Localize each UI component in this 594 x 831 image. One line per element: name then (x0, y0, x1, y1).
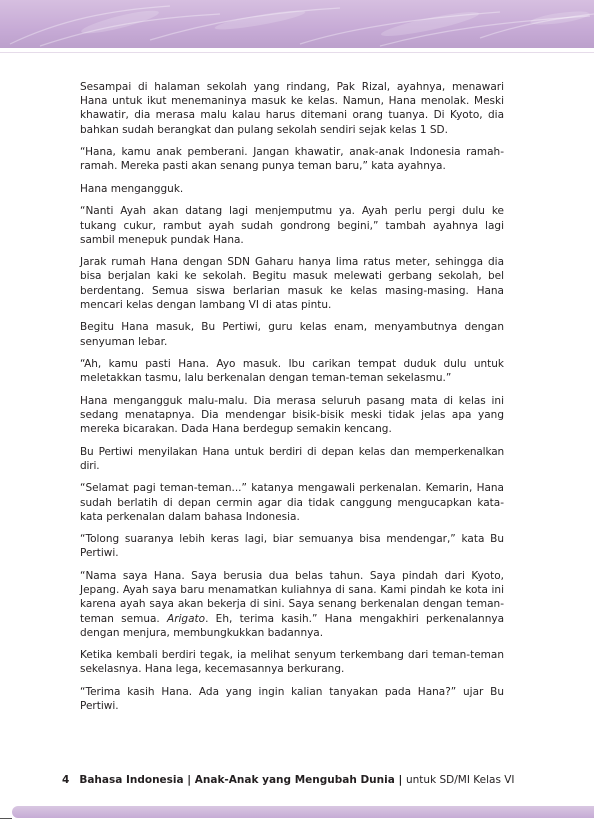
footer-decorative-band (12, 806, 594, 818)
crop-mark (0, 818, 12, 831)
header-divider (0, 48, 594, 53)
footer-separator: | (394, 774, 406, 786)
intro-italic-word: Arigato (167, 612, 206, 625)
header-decorative-band (0, 0, 594, 48)
paragraph-introduction (80, 569, 504, 640)
paragraph: Hana mengangguk malu-malu. Dia merasa seluruh pasang mata di kelas ini sedang menatapnya. Dia mendengar bisik-bisik meski tidak jelas apa yang mereka bicarakan. Dada Hana berdegup semakin kencang. (80, 394, 504, 436)
footer-level: untuk SD/MI Kelas VI (405, 774, 515, 786)
intro-text-after: . Eh, terima kasih.” Hana mengakhiri perkenalannya dengan menjura, membungkukkan badannya. (80, 612, 505, 639)
footer-book-title: Anak-Anak yang Mengubah Dunia (194, 774, 395, 786)
paragraph: Ketika kembali berdiri tegak, ia melihat senyum terkembang dari teman-teman sekelasnya. Hana lega, kecemasannya berkurang. (80, 649, 504, 676)
paragraph: Hana mengangguk. (80, 182, 184, 195)
paragraph: Begitu Hana masuk, Bu Pertiwi, guru kelas enam, menyambutnya dengan senyuman lebar. (80, 321, 504, 348)
page-number: 4 (62, 774, 70, 786)
paragraph: “Ah, kamu pasti Hana. Ayo masuk. Ibu carikan tempat duduk dulu untuk meletakkan tasmu, lalu berkenalan dengan teman-teman sekelasmu.” (80, 358, 504, 385)
paragraph: “Terima kasih Hana. Ada yang ingin kalian tanyakan pada Hana?” ujar Bu Pertiwi. (80, 685, 504, 713)
paragraph: “Tolong suaranya lebih keras lagi, biar semuanya bisa mendengar,” kata Bu Pertiwi. (80, 533, 504, 560)
paragraph: “Nanti Ayah akan datang lagi menjemputmu ya. Ayah perlu pergi dulu ke tukang cukur, rambut ayah sudah gondrong begini,” tambah ayahnya lagi sambil menepuk pundak Hana. (80, 205, 504, 246)
footer-separator: | (183, 774, 195, 786)
paragraph: Jarak rumah Hana dengan SDN Gaharu hanya lima ratus meter, sehingga dia bisa berjalan kaki ke sekolah. Begitu masuk melewati gerbang sekolah, bel berdentang. Semua siswa berlarian masuk ke kelas masing-masing. Hana mencari kelas dengan lambang VI di atas pintu. (80, 256, 504, 311)
paragraph: “Selamat pagi teman-teman...” katanya mengawali perkenalan. Kemarin, Hana sudah berlatih di depan cermin agar dia tidak canggung mengucapkan kata-kata perkenalan dalam bahasa Indonesia. (80, 482, 504, 523)
footer-subject: Bahasa Indonesia (79, 774, 184, 786)
intro-text-before: “Nama saya Hana. Saya berusia dua belas tahun. Saya pindah dari Kyoto, Jepang. Ayah saya baru menamatkan kuliahnya di sana. Kami pindah ke kota ini karena ayah saya akan bekerja di sini. Saya senang berkenalan dengan teman-teman semua. (80, 569, 504, 625)
paragraph: Bu Pertiwi menyilakan Hana untuk berdiri di depan kelas dan memperkenalkan diri. (80, 445, 504, 472)
paragraph: Sesampai di halaman sekolah yang rindang, Pak Rizal, ayahnya, menawari Hana untuk ikut menemaninya masuk ke kelas. Namun, Hana menolak. Meski khawatir, dia merasa malu kalau harus ditemani orang tuanya. Di Kyoto, dia bahkan sudah berangkat dan pulang sekolah sendiri sejak kelas 1 SD. (80, 81, 504, 136)
feather-pattern (0, 0, 594, 48)
paragraph: “Hana, kamu anak pemberani. Jangan khawatir, anak-anak Indonesia ramah-ramah. Mereka pasti akan senang punya teman baru,” kata ayahnya. (80, 146, 504, 173)
page-footer (62, 774, 532, 786)
story-text (80, 80, 504, 722)
